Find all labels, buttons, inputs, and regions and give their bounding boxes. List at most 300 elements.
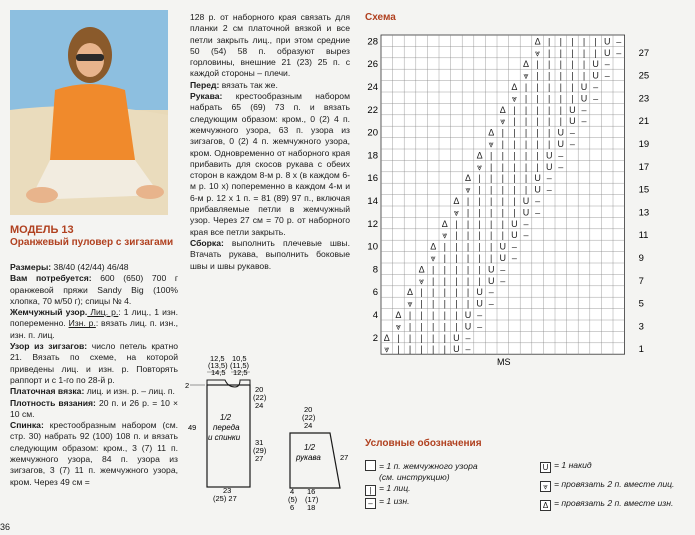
knit-symbol: |: [365, 485, 376, 496]
chart-stitch: |: [490, 161, 493, 172]
chart-stitch: |: [408, 310, 412, 320]
chart-stitch: |: [501, 150, 504, 161]
piece-front-label-3: и спинки: [208, 433, 241, 442]
chart-stitch: |: [478, 207, 481, 218]
chart-stitch: |: [513, 196, 516, 206]
chart-stitch: U: [522, 207, 530, 218]
chart-stitch: |: [513, 116, 516, 127]
sleeve-label: рукава: [296, 453, 321, 462]
sleeve-top-24: 24: [304, 421, 313, 430]
assembly-value: выполнить плечевые швы. Втачать рукава, выполнить боковые швы и швы рукавов.: [190, 237, 350, 271]
chart-stitch: ⩔: [500, 116, 506, 127]
chart-stitch: |: [501, 230, 504, 241]
chart-stitch: |: [466, 275, 470, 286]
dim-armhole-24: 24: [255, 401, 264, 410]
row-number-right: 7: [638, 275, 644, 287]
plated-value: лиц. и изн. р. – лиц. п.: [84, 386, 175, 397]
dim-neck-b3: 12,5: [233, 368, 248, 377]
chart-stitch: –: [511, 253, 517, 263]
row-number-right: 1: [638, 344, 644, 356]
chart-stitch: U: [534, 173, 541, 184]
chart-stitch: U: [603, 36, 611, 47]
chart-stitch: U: [511, 230, 518, 241]
chart-stitch: |: [443, 298, 446, 309]
chart-stitch: ⩔: [395, 321, 401, 332]
sleeve-bot-4: 4: [290, 487, 295, 496]
chart-stitch: |: [455, 230, 458, 241]
row-number-left: 4: [372, 310, 378, 321]
chart-stitch: |: [490, 184, 493, 195]
chart-stitch: Δ: [441, 218, 448, 229]
chart-stitch: |: [455, 253, 458, 263]
row-number-left: 10: [367, 241, 378, 253]
chart-stitch: |: [466, 218, 470, 229]
chart-stitch: U: [499, 253, 507, 263]
row-number-left: 2: [372, 332, 378, 344]
chart-stitch: ⩔: [384, 344, 390, 355]
chart-stitch: |: [548, 59, 551, 70]
zigzag-label: Узор из зигзагов:: [10, 341, 88, 352]
chart-stitch: ⩔: [419, 275, 425, 286]
plated-label: Платочная вязка:: [10, 386, 85, 397]
dim-shoulder-a2: (13,5): [208, 361, 228, 370]
chart-stitch: |: [524, 139, 528, 149]
back-value: крестообразным набором (см. стр. 30) набрать 92 (100) 108 п. и вязать следующим образом: кром., 3 (7) 11 п. жемчужного узора, 84 п. узора из зигзагов, 3 (7) 11 п. жемчужного узора, кром. Через 49 см =: [10, 420, 178, 487]
chart-stitch: U: [569, 104, 576, 115]
chart-stitch: |: [559, 36, 562, 47]
chart-stitch: |: [548, 70, 551, 81]
dim-armhole-20: 20: [255, 385, 264, 394]
chart-stitch: |: [536, 161, 539, 172]
chart-stitch: |: [536, 59, 539, 70]
sleeve-bot-17: (17): [305, 495, 319, 504]
chart-stitch: |: [420, 287, 423, 298]
chart-stitch: –: [465, 344, 471, 355]
chart-stitch: |: [571, 36, 574, 47]
pearl-r2-label: Изн. р.: [68, 318, 96, 329]
chart-stitch: Δ: [453, 196, 460, 206]
chart-stitch: |: [524, 104, 528, 115]
chart-stitch: U: [557, 139, 565, 149]
chart-stitch: |: [536, 104, 539, 115]
chart-stitch: –: [593, 93, 599, 104]
sleeve-bot-6: 6: [290, 503, 295, 512]
chart-stitch: U: [464, 321, 472, 332]
model-photo: [10, 10, 168, 215]
pearl-r1-value: : 1 лиц., 1 изн. попеременно.: [10, 307, 178, 329]
chart-stitch: –: [581, 104, 587, 115]
chart-stitch: |: [536, 82, 539, 92]
chart-stitch: |: [582, 47, 586, 58]
chart-stitch: |: [455, 218, 458, 229]
chart-stitch: |: [478, 253, 481, 263]
chart-stitch: |: [524, 127, 528, 138]
garment-diagram: [180, 350, 360, 525]
sleeve-label: Рукава:: [190, 91, 223, 102]
row-number-left: 24: [367, 82, 378, 93]
legend-right: [540, 460, 690, 511]
chart-stitch: |: [443, 344, 446, 355]
chart-stitch: |: [420, 321, 423, 332]
chart-stitch: |: [524, 93, 528, 104]
chart-stitch: ⩔: [477, 161, 483, 172]
legend-left: [365, 460, 525, 509]
chart-stitch: –: [558, 161, 564, 172]
chart-stitch: –: [581, 116, 587, 127]
chart-stitch: |: [408, 344, 412, 355]
sleeve-bot-18: 18: [307, 503, 316, 512]
chart-stitch: U: [557, 127, 565, 138]
dim-band: 2: [185, 381, 190, 390]
dim-shoulder-a: 12,5: [210, 354, 225, 363]
chart-stitch: |: [466, 207, 470, 218]
chart-stitch: Δ: [499, 104, 506, 115]
p2tog-symbol: Δ: [540, 500, 551, 511]
chart-stitch: |: [408, 332, 412, 343]
purl-symbol: –: [365, 498, 376, 509]
chart-stitch: U: [476, 287, 483, 298]
pearl-r2-value: : вязать лиц. п. изн., изн. п. лиц.: [10, 318, 178, 340]
chart-stitch: –: [546, 184, 552, 195]
chart-stitch: |: [478, 196, 481, 206]
chart-stitch: U: [453, 332, 460, 343]
chart-stitch: U: [476, 298, 483, 309]
chart-stitch: |: [524, 150, 528, 161]
chart-stitch: U: [522, 196, 530, 206]
chart-stitch: Δ: [383, 332, 390, 343]
front-label: Перед:: [190, 79, 220, 90]
model-subtitle: Оранжевый пуловер с зигзагами: [10, 237, 174, 248]
sleeve-length: 27: [340, 453, 349, 462]
chart-stitch: |: [455, 275, 458, 286]
chart-stitch: |: [490, 230, 493, 241]
zigzag-value: число петель кратно 21. Вязать по схеме, на которой приведены лиц. и изн. р. Повторять раппорт и с 1-го по 28-й р.: [10, 341, 178, 385]
chart-stitch: |: [501, 184, 504, 195]
chart-stitch: |: [443, 310, 446, 320]
chart-stitch: U: [511, 218, 518, 229]
chart-stitch: U: [464, 310, 472, 320]
chart-stitch: |: [478, 264, 481, 275]
chart-stitch: |: [594, 47, 597, 58]
chart-stitch: |: [513, 161, 516, 172]
chart-stitch: |: [490, 173, 493, 184]
row-number-left: 28: [367, 36, 378, 48]
chart-stitch: –: [477, 310, 483, 320]
chart-stitch: |: [478, 275, 481, 286]
k2tog-symbol: ⩔: [540, 481, 551, 492]
chart-stitch: |: [455, 310, 458, 320]
chart-stitch: –: [535, 207, 541, 218]
chart-stitch: |: [524, 161, 528, 172]
chart-stitch: |: [548, 127, 551, 138]
chart-stitch: |: [466, 253, 470, 263]
chart-stitch: |: [548, 82, 551, 92]
chart-stitch: |: [571, 70, 574, 81]
chart-stitch: U: [453, 344, 460, 355]
chart-stitch: |: [490, 241, 493, 252]
chart-stitch: |: [513, 173, 516, 184]
row-number-left: 20: [367, 127, 378, 139]
chart-stitch: –: [523, 230, 529, 241]
chart-stitch: |: [536, 70, 539, 81]
chart-stitch: |: [408, 321, 412, 332]
chart-stitch: ⩔: [407, 298, 413, 309]
sleeve-bot-5: (5): [288, 495, 298, 504]
chart-stitch: |: [432, 287, 435, 298]
chart-stitch: |: [536, 150, 539, 161]
sleeve-bot-16: 16: [307, 487, 316, 496]
chart-stitch: |: [432, 332, 435, 343]
chart-stitch: |: [466, 287, 470, 298]
materials-value: 600 (650) 700 г оранжевой пряжи Sandy Big (100% хлопка, 70 м/50 г); спицы № 4.: [10, 273, 178, 306]
row-number-right: 9: [638, 253, 644, 264]
chart-stitch: Δ: [430, 241, 437, 252]
legend-pearl-note: (см. инструкцию): [379, 472, 450, 482]
chart-stitch: Δ: [418, 264, 425, 275]
instructions-middle: [190, 12, 350, 272]
chart-stitch: |: [455, 321, 458, 332]
chart-stitch: ⩔: [535, 47, 541, 58]
chart-stitch: |: [432, 310, 435, 320]
dim-neck-b2: (11,5): [230, 361, 250, 370]
row-number-left: 26: [367, 59, 378, 71]
chart-stitch: U: [499, 241, 507, 252]
chart-stitch: ⩔: [465, 184, 471, 195]
chart-stitch: |: [582, 59, 586, 70]
pearl-label: Жемчужный узор.: [10, 307, 88, 318]
chart-stitch: –: [488, 287, 494, 298]
chart-stitch: –: [500, 275, 506, 286]
row-number-left: 12: [367, 218, 378, 230]
chart-stitch: |: [432, 344, 435, 355]
chart-stitch: U: [545, 150, 553, 161]
dim-neck-b: 10,5: [232, 354, 247, 363]
chart-stitch: |: [582, 36, 586, 47]
chart-stitch: |: [559, 59, 562, 70]
dim-side-27: 27: [255, 454, 264, 463]
chart-stitch: U: [487, 264, 495, 275]
sleeve-value: крестообразным набором набрать 65 (69) 73 п. и вязать следующим образом: кром., 0 (2) 4 п. жемчужного узора, 63 п. узора из зигзагов, 0 (2) 4 п. жемчужного узора, кром. Одновременно от наборного края прибавить для скосов рукава с обеих сторон в каждом 8-м р. 8 х (в каждом 6-м р. 10 х) попеременно в каждом 4-м и 6-м р. 12 х 1 п. = 81 (89) 97 п., включая прибавляемые петли в жемчужный узор. Через 27 см = 70 р. от наборного края все петли закрыть.: [190, 91, 350, 237]
chart-stitch: Δ: [511, 82, 518, 92]
chart-stitch: –: [604, 59, 610, 70]
dim-armhole-22: (22): [253, 393, 267, 402]
row-number-right: 17: [638, 161, 650, 173]
chart-stitch: |: [455, 298, 458, 309]
chart-stitch: |: [443, 241, 446, 252]
chart-stitch: |: [420, 310, 423, 320]
chart-stitch: |: [594, 36, 597, 47]
chart-stitch: |: [513, 207, 516, 218]
chart-stitch: U: [592, 59, 599, 70]
chart-stitch: |: [443, 275, 446, 286]
legend-k2tog: = провязать 2 п. вместе лиц.: [554, 479, 675, 489]
chart-stitch: Δ: [476, 150, 483, 161]
chart-stitch: |: [466, 298, 470, 309]
chart-stitch: |: [571, 82, 574, 92]
chart-stitch: |: [478, 230, 481, 241]
chart-stitch: U: [534, 184, 541, 195]
chart-stitch: –: [616, 47, 622, 58]
chart-stitch: |: [548, 36, 551, 47]
row-number-left: 6: [372, 287, 378, 299]
back-continued: 128 р. от наборного края связать для планки 2 см платочной вязкой и все петли закрыть лиц., при этом средние 50 (54) 58 п. образуют вырез горловины, внешние 21 (23) 25 п. с каждой стороны – плечи.: [190, 12, 350, 79]
chart-stitch: |: [582, 70, 586, 81]
chart-stitch: ⩔: [442, 230, 448, 241]
page-number: 36: [0, 522, 11, 532]
pearl-r1-label: Лиц. р.: [87, 307, 119, 318]
chart-stitch: |: [548, 104, 551, 115]
chart-stitch: |: [420, 332, 423, 343]
chart-stitch: |: [397, 332, 400, 343]
legend-purl: = 1 изн.: [379, 496, 410, 506]
legend-pearl: = 1 п. жемчужного узора: [379, 461, 478, 471]
chart-stitch: |: [524, 116, 528, 127]
chart-stitch: –: [465, 332, 471, 343]
chart-stitch: |: [490, 207, 493, 218]
chart-stitch: |: [513, 184, 516, 195]
row-number-right: 19: [638, 139, 650, 150]
chart-stitch: |: [513, 104, 516, 115]
chart-stitch: |: [443, 332, 446, 343]
sizes-label: Размеры:: [10, 262, 52, 272]
chart-stitch: |: [501, 161, 504, 172]
front-value: вязать так же.: [219, 79, 278, 90]
chart-stitch: |: [466, 241, 470, 252]
dim-side-29: (29): [253, 446, 267, 455]
chart-stitch: –: [569, 139, 575, 149]
chart-stitch: |: [548, 93, 551, 104]
chart-stitch: |: [432, 321, 435, 332]
row-number-right: 13: [638, 207, 650, 219]
dim-shoulder-a3: 14,5: [211, 368, 226, 377]
chart-stitch: |: [466, 264, 470, 275]
row-number-left: 18: [367, 150, 378, 162]
chart-stitch: |: [501, 207, 504, 218]
legend-title: Условные обозначения: [365, 438, 482, 449]
chart-stitch: |: [501, 139, 504, 149]
row-number-left: 14: [367, 196, 378, 207]
piece-front-label-1: 1/2: [220, 413, 232, 422]
chart-stitch: |: [432, 298, 435, 309]
chart-stitch: U: [580, 93, 588, 104]
chart-stitch: |: [443, 321, 446, 332]
chart-stitch: –: [558, 150, 564, 161]
chart-stitch: Δ: [395, 310, 402, 320]
chart-stitch: |: [478, 241, 481, 252]
model-title: МОДЕЛЬ 13: [10, 224, 74, 236]
row-number-right: 5: [638, 298, 644, 310]
chart-stitch: –: [569, 127, 575, 138]
chart-stitch: |: [513, 150, 516, 161]
chart-stitch: –: [511, 241, 517, 252]
chart-stitch: Δ: [488, 127, 495, 138]
title-block: [10, 224, 185, 249]
chart-stitch: |: [490, 196, 493, 206]
row-number-right: 11: [638, 230, 649, 242]
chart-stitch: |: [455, 264, 458, 275]
chart-stitch: |: [432, 264, 435, 275]
chart-stitch: |: [536, 127, 539, 138]
row-number-right: 25: [638, 70, 650, 82]
chart-stitch: –: [500, 264, 506, 275]
dim-side-31: 31: [255, 438, 264, 447]
chart-stitch: ⩔: [453, 207, 459, 218]
chart-stitch: U: [545, 161, 553, 172]
chart-stitch: |: [490, 150, 493, 161]
chart-stitch: |: [455, 287, 458, 298]
chart-stitch: ⩔: [511, 93, 517, 104]
yarn-over-symbol: U: [540, 462, 551, 473]
chart-stitch: –: [593, 82, 599, 92]
chart-stitch: |: [536, 93, 539, 104]
chart-stitch: –: [535, 196, 541, 206]
chart-stitch: ⩔: [430, 253, 436, 263]
row-number-left: 22: [367, 104, 378, 116]
chart-stitch: |: [420, 298, 423, 309]
chart-stitch: U: [487, 275, 495, 286]
chart-stitch: |: [536, 116, 539, 127]
chart-stitch: U: [592, 70, 599, 81]
chart-stitch: Δ: [522, 59, 530, 70]
chart-stitch: |: [432, 275, 435, 286]
assembly-label: Сборка:: [190, 237, 224, 248]
chart-stitch: |: [478, 173, 481, 184]
chart-stitch: |: [478, 218, 481, 229]
blank-symbol: [365, 460, 376, 471]
chart-stitch: |: [559, 116, 562, 127]
density-label: Плотность вязания:: [10, 397, 96, 408]
chart-stitch: |: [501, 218, 504, 229]
chart-stitch: –: [523, 218, 529, 229]
chart-stitch: |: [420, 344, 423, 355]
chart-stitch: |: [501, 173, 504, 184]
chart-stitch: |: [524, 173, 528, 184]
materials-label: Вам потребуется:: [10, 273, 92, 284]
dim-height: 49: [188, 423, 197, 432]
chart-stitch: |: [559, 82, 562, 92]
row-number-right: 21: [638, 116, 650, 128]
back-label: Спинка:: [10, 420, 44, 431]
chart-stitch: U: [603, 47, 611, 58]
chart-stitch: Δ: [464, 173, 472, 184]
chart-stitch: –: [616, 36, 622, 47]
sleeve-top-20: 20: [304, 405, 313, 414]
chart-stitch: |: [513, 127, 516, 138]
sleeve-half: 1/2: [304, 443, 316, 452]
chart-stitch: |: [443, 287, 446, 298]
chart-stitch: ⩔: [523, 70, 529, 81]
chart-stitch: |: [524, 184, 528, 195]
chart-stitch: |: [559, 93, 562, 104]
chart-stitch: |: [466, 196, 470, 206]
chart-stitch: |: [559, 70, 562, 81]
chart-stitch: |: [513, 139, 516, 149]
chart-stitch: |: [466, 230, 470, 241]
chart-stitch: U: [569, 116, 576, 127]
chart-stitch: |: [443, 264, 446, 275]
row-number-right: 3: [638, 321, 644, 333]
chart-stitch: –: [604, 70, 610, 81]
chart-stitch: |: [571, 47, 574, 58]
legend-yarn-over: = 1 накид: [554, 460, 592, 470]
sizes-value: 38/40 (42/44) 46/48: [51, 262, 129, 272]
chart-stitch: |: [559, 104, 562, 115]
row-number-left: 8: [372, 264, 378, 276]
chart-stitch: |: [524, 82, 528, 92]
dim-width-23: 23: [223, 486, 232, 495]
chart-stitch: ⩔: [488, 139, 494, 149]
chart-stitch: |: [490, 253, 493, 263]
